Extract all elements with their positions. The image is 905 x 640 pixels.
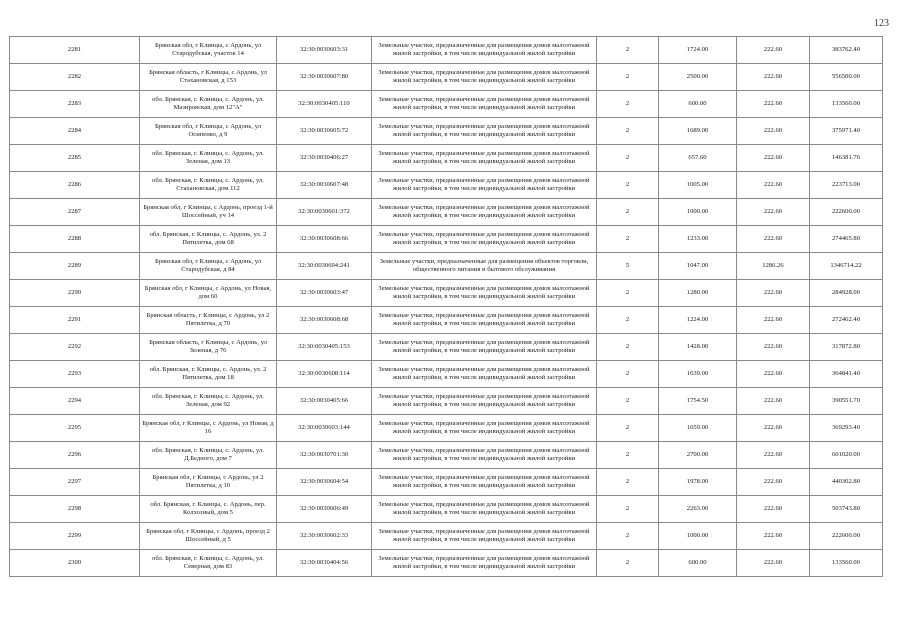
address-cell: обл. Брянская, г. Клинцы, с. Ардонь, ул. 2 Пятилетка, дом 68 [140, 226, 277, 253]
table-row [10, 172, 883, 199]
group-cell: 2 [597, 496, 659, 523]
rate-cell: 222.60 [737, 442, 810, 469]
cadastral-number-cell: 32:30:0030603:144 [277, 415, 372, 442]
group-cell: 2 [597, 37, 659, 64]
cadastral-value-cell: 369293.40 [810, 415, 883, 442]
rate-cell: 222.60 [737, 118, 810, 145]
row-number-cell: 2296 [10, 442, 140, 469]
table-row [10, 496, 883, 523]
land-purpose-cell: Земельные участки, предназначенные для размещения домов малоэтажной жилой застройки, в том числе индивидуальной жилой застройки [372, 226, 597, 253]
group-cell: 2 [597, 442, 659, 469]
land-purpose-cell: Земельные участки, предназначенные для размещения объектов торговли, общественного питания и бытового обслуживания [372, 253, 597, 280]
row-number-cell: 2285 [10, 145, 140, 172]
row-number-cell: 2293 [10, 361, 140, 388]
rate-cell: 222.60 [737, 469, 810, 496]
cadastral-number-cell: 32:30:0030404:56 [277, 550, 372, 577]
land-purpose-cell: Земельные участки, предназначенные для размещения домов малоэтажной жилой застройки, в том числе индивидуальной жилой застройки [372, 523, 597, 550]
row-number-cell: 2287 [10, 199, 140, 226]
table-row [10, 253, 883, 280]
cadastral-value-cell: 317872.80 [810, 334, 883, 361]
rate-cell: 222.60 [737, 415, 810, 442]
cadastral-value-cell: 601020.00 [810, 442, 883, 469]
land-purpose-cell: Земельные участки, предназначенные для размещения домов малоэтажной жилой застройки, в том числе индивидуальной жилой застройки [372, 145, 597, 172]
rate-cell: 222.60 [737, 307, 810, 334]
area-cell: 1978.00 [659, 469, 737, 496]
group-cell: 2 [597, 91, 659, 118]
cadastral-value-cell: 383762.40 [810, 37, 883, 64]
rate-cell: 1286.26 [737, 253, 810, 280]
table-row [10, 91, 883, 118]
area-cell: 1724.00 [659, 37, 737, 64]
area-cell: 1639.00 [659, 361, 737, 388]
address-cell: Брянская область, г Клинцы, с Ардонь, ул Зеленая, д 76 [140, 334, 277, 361]
cadastral-number-cell: 32:30:0030605:72 [277, 118, 372, 145]
cadastral-number-cell: 32:30:0030607:48 [277, 172, 372, 199]
table-row [10, 469, 883, 496]
cadastral-number-cell: 32:30:0030604:241 [277, 253, 372, 280]
address-cell: обл. Брянская, г. Клинцы, с. Ардонь, ул. Стахановская, дом 112 [140, 172, 277, 199]
group-cell: 2 [597, 226, 659, 253]
row-number-cell: 2281 [10, 37, 140, 64]
address-cell: обл. Брянская, г. Клинцы, с. Ардонь, ул. 2 Пятилетка, дом 18 [140, 361, 277, 388]
rate-cell: 222.60 [737, 91, 810, 118]
table-row [10, 226, 883, 253]
cadastral-number-cell: 32:30:0030608:68 [277, 307, 372, 334]
group-cell: 2 [597, 64, 659, 91]
cadastral-number-cell: 32:30:0030406:27 [277, 145, 372, 172]
table-row [10, 307, 883, 334]
cadastral-value-cell: 274465.80 [810, 226, 883, 253]
cadastral-number-cell: 32:30:0030405:110 [277, 91, 372, 118]
table-row [10, 415, 883, 442]
table-row [10, 145, 883, 172]
address-cell: обл. Брянская, г. Клинцы, с. Ардонь, ул. Д.Бедного, дом 7 [140, 442, 277, 469]
area-cell: 600.00 [659, 550, 737, 577]
land-purpose-cell: Земельные участки, предназначенные для размещения домов малоэтажной жилой застройки, в том числе индивидуальной жилой застройки [372, 415, 597, 442]
cadastral-registry-table [9, 36, 883, 577]
cadastral-value-cell: 364841.40 [810, 361, 883, 388]
land-purpose-cell: Земельные участки, предназначенные для размещения домов малоэтажной жилой застройки, в том числе индивидуальной жилой застройки [372, 280, 597, 307]
land-purpose-cell: Земельные участки, предназначенные для размещения домов малоэтажной жилой застройки, в том числе индивидуальной жилой застройки [372, 172, 597, 199]
address-cell: обл. Брянская, г. Клинцы, с. Ардонь, ул. Мазировская, дом 12"А" [140, 91, 277, 118]
cadastral-number-cell: 32:30:0030405:153 [277, 334, 372, 361]
rate-cell: 222.60 [737, 37, 810, 64]
rate-cell: 222.60 [737, 523, 810, 550]
table-row [10, 37, 883, 64]
address-cell: Брянская обл, г Клинцы, с Ардонь, проезд 2 Шоссейный, д 5 [140, 523, 277, 550]
address-cell: Брянская обл, г Клинцы, с Ардонь, ул Стародубская, д 84 [140, 253, 277, 280]
table-row [10, 199, 883, 226]
rate-cell: 222.60 [737, 64, 810, 91]
land-purpose-cell: Земельные участки, предназначенные для размещения домов малоэтажной жилой застройки, в том числе индивидуальной жилой застройки [372, 37, 597, 64]
cadastral-value-cell: 223713.00 [810, 172, 883, 199]
table-row [10, 64, 883, 91]
land-purpose-cell: Земельные участки, предназначенные для размещения домов малоэтажной жилой застройки, в том числе индивидуальной жилой застройки [372, 118, 597, 145]
group-cell: 2 [597, 199, 659, 226]
table-row [10, 334, 883, 361]
cadastral-number-cell: 32:30:0030607:80 [277, 64, 372, 91]
group-cell: 5 [597, 253, 659, 280]
row-number-cell: 2297 [10, 469, 140, 496]
page-number: 123 [874, 18, 889, 29]
cadastral-number-cell: 32:30:0030606:49 [277, 496, 372, 523]
table-row [10, 388, 883, 415]
cadastral-value-cell: 1346714.22 [810, 253, 883, 280]
rate-cell: 222.60 [737, 361, 810, 388]
group-cell: 2 [597, 469, 659, 496]
area-cell: 2700.00 [659, 442, 737, 469]
rate-cell: 222.60 [737, 496, 810, 523]
cadastral-number-cell: 32:30:0030604:54 [277, 469, 372, 496]
area-cell: 2500.00 [659, 64, 737, 91]
rate-cell: 222.60 [737, 388, 810, 415]
row-number-cell: 2292 [10, 334, 140, 361]
row-number-cell: 2282 [10, 64, 140, 91]
address-cell: Брянская обл, г Клинцы, с Ардонь, ул Новая, д 16 [140, 415, 277, 442]
cadastral-value-cell: 146381.76 [810, 145, 883, 172]
table-row [10, 442, 883, 469]
group-cell: 2 [597, 415, 659, 442]
land-purpose-cell: Земельные участки, предназначенные для размещения домов малоэтажной жилой застройки, в том числе индивидуальной жилой застройки [372, 307, 597, 334]
area-cell: 1428.00 [659, 334, 737, 361]
row-number-cell: 2291 [10, 307, 140, 334]
cadastral-value-cell: 133560.00 [810, 550, 883, 577]
cadastral-number-cell: 32:30:0030608:114 [277, 361, 372, 388]
address-cell: Брянская обл, г Клинцы, с Ардонь, проезд 1-й Шоссейный, уч 14 [140, 199, 277, 226]
cadastral-number-cell: 32:30:0030405:66 [277, 388, 372, 415]
area-cell: 1000.00 [659, 523, 737, 550]
area-cell: 1659.00 [659, 415, 737, 442]
cadastral-number-cell: 32:30:0030608:66 [277, 226, 372, 253]
cadastral-number-cell: 32:30:0030701:30 [277, 442, 372, 469]
cadastral-number-cell: 32:30:0030602:33 [277, 523, 372, 550]
area-cell: 1047.00 [659, 253, 737, 280]
group-cell: 2 [597, 334, 659, 361]
land-purpose-cell: Земельные участки, предназначенные для размещения домов малоэтажной жилой застройки, в том числе индивидуальной жилой застройки [372, 361, 597, 388]
cadastral-value-cell: 390551.70 [810, 388, 883, 415]
group-cell: 2 [597, 172, 659, 199]
land-purpose-cell: Земельные участки, предназначенные для размещения домов малоэтажной жилой застройки, в том числе индивидуальной жилой застройки [372, 199, 597, 226]
cadastral-value-cell: 556500.00 [810, 64, 883, 91]
group-cell: 2 [597, 361, 659, 388]
row-number-cell: 2283 [10, 91, 140, 118]
group-cell: 2 [597, 523, 659, 550]
rate-cell: 222.60 [737, 550, 810, 577]
area-cell: 657.60 [659, 145, 737, 172]
rate-cell: 222.60 [737, 280, 810, 307]
address-cell: обл. Брянская, г. Клинцы, с. Ардонь, пер. Колхозный, дом 5 [140, 496, 277, 523]
group-cell: 2 [597, 307, 659, 334]
cadastral-number-cell: 32:30:0030601:372 [277, 199, 372, 226]
land-purpose-cell: Земельные участки, предназначенные для размещения домов малоэтажной жилой застройки, в том числе индивидуальной жилой застройки [372, 442, 597, 469]
table-row [10, 280, 883, 307]
land-purpose-cell: Земельные участки, предназначенные для размещения домов малоэтажной жилой застройки, в том числе индивидуальной жилой застройки [372, 388, 597, 415]
rate-cell: 222.60 [737, 145, 810, 172]
address-cell: Брянская область, г Клинцы, с Ардонь, ул Стахановская, д 153 [140, 64, 277, 91]
rate-cell: 222.60 [737, 334, 810, 361]
rate-cell: 222.60 [737, 199, 810, 226]
row-number-cell: 2300 [10, 550, 140, 577]
row-number-cell: 2294 [10, 388, 140, 415]
cadastral-number-cell: 32:30:0030603:47 [277, 280, 372, 307]
area-cell: 1233.00 [659, 226, 737, 253]
group-cell: 2 [597, 145, 659, 172]
rate-cell: 222.60 [737, 226, 810, 253]
area-cell: 1224.00 [659, 307, 737, 334]
land-purpose-cell: Земельные участки, предназначенные для размещения домов малоэтажной жилой застройки, в том числе индивидуальной жилой застройки [372, 64, 597, 91]
row-number-cell: 2284 [10, 118, 140, 145]
land-purpose-cell: Земельные участки, предназначенные для размещения домов малоэтажной жилой застройки, в том числе индивидуальной жилой застройки [372, 550, 597, 577]
address-cell: Брянская обл, г Клинцы, с Ардонь, ул Осипенко, д 9 [140, 118, 277, 145]
cadastral-value-cell: 375971.40 [810, 118, 883, 145]
row-number-cell: 2295 [10, 415, 140, 442]
land-purpose-cell: Земельные участки, предназначенные для размещения домов малоэтажной жилой застройки, в том числе индивидуальной жилой застройки [372, 91, 597, 118]
cadastral-value-cell: 222600.00 [810, 199, 883, 226]
cadastral-value-cell: 272462.40 [810, 307, 883, 334]
address-cell: Брянская область, г Клинцы, с Ардонь, ул 2 Пятилетка, д 70 [140, 307, 277, 334]
land-purpose-cell: Земельные участки, предназначенные для размещения домов малоэтажной жилой застройки, в том числе индивидуальной жилой застройки [372, 469, 597, 496]
address-cell: Брянская обл, г Клинцы, с Ардонь, ул Стародубская, участок 14 [140, 37, 277, 64]
table-row [10, 523, 883, 550]
table-row [10, 118, 883, 145]
rate-cell: 222.60 [737, 172, 810, 199]
row-number-cell: 2286 [10, 172, 140, 199]
cadastral-value-cell: 440302.80 [810, 469, 883, 496]
area-cell: 1689.00 [659, 118, 737, 145]
group-cell: 2 [597, 280, 659, 307]
area-cell: 1000.00 [659, 199, 737, 226]
address-cell: Брянская обл, г Клинцы, с Ардонь, ул 2 Пятилетка, д 10 [140, 469, 277, 496]
cadastral-value-cell: 133560.00 [810, 91, 883, 118]
group-cell: 2 [597, 550, 659, 577]
table-row [10, 361, 883, 388]
cadastral-value-cell: 222600.00 [810, 523, 883, 550]
row-number-cell: 2299 [10, 523, 140, 550]
address-cell: обл. Брянская, г. Клинцы, с. Ардонь, ул. Зеленая, дом 13 [140, 145, 277, 172]
row-number-cell: 2289 [10, 253, 140, 280]
area-cell: 600.00 [659, 91, 737, 118]
area-cell: 2263.00 [659, 496, 737, 523]
cadastral-value-cell: 284928.00 [810, 280, 883, 307]
group-cell: 2 [597, 118, 659, 145]
area-cell: 1754.50 [659, 388, 737, 415]
row-number-cell: 2290 [10, 280, 140, 307]
cadastral-value-cell: 503743.80 [810, 496, 883, 523]
land-purpose-cell: Земельные участки, предназначенные для размещения домов малоэтажной жилой застройки, в том числе индивидуальной жилой застройки [372, 334, 597, 361]
area-cell: 1005.00 [659, 172, 737, 199]
row-number-cell: 2288 [10, 226, 140, 253]
cadastral-number-cell: 32:30:0030603:31 [277, 37, 372, 64]
table-row [10, 550, 883, 577]
address-cell: обл. Брянская, г. Клинцы, с. Ардонь, ул. Северная, дом 83 [140, 550, 277, 577]
land-purpose-cell: Земельные участки, предназначенные для размещения домов малоэтажной жилой застройки, в том числе индивидуальной жилой застройки [372, 496, 597, 523]
address-cell: обл. Брянская, г. Клинцы, с. Ардонь, ул. Зеленая, дом 92 [140, 388, 277, 415]
table-body [10, 37, 883, 577]
area-cell: 1280.00 [659, 280, 737, 307]
row-number-cell: 2298 [10, 496, 140, 523]
group-cell: 2 [597, 388, 659, 415]
address-cell: Брянская обл, г Клинцы, с Ардонь, ул Новая, дом 60 [140, 280, 277, 307]
